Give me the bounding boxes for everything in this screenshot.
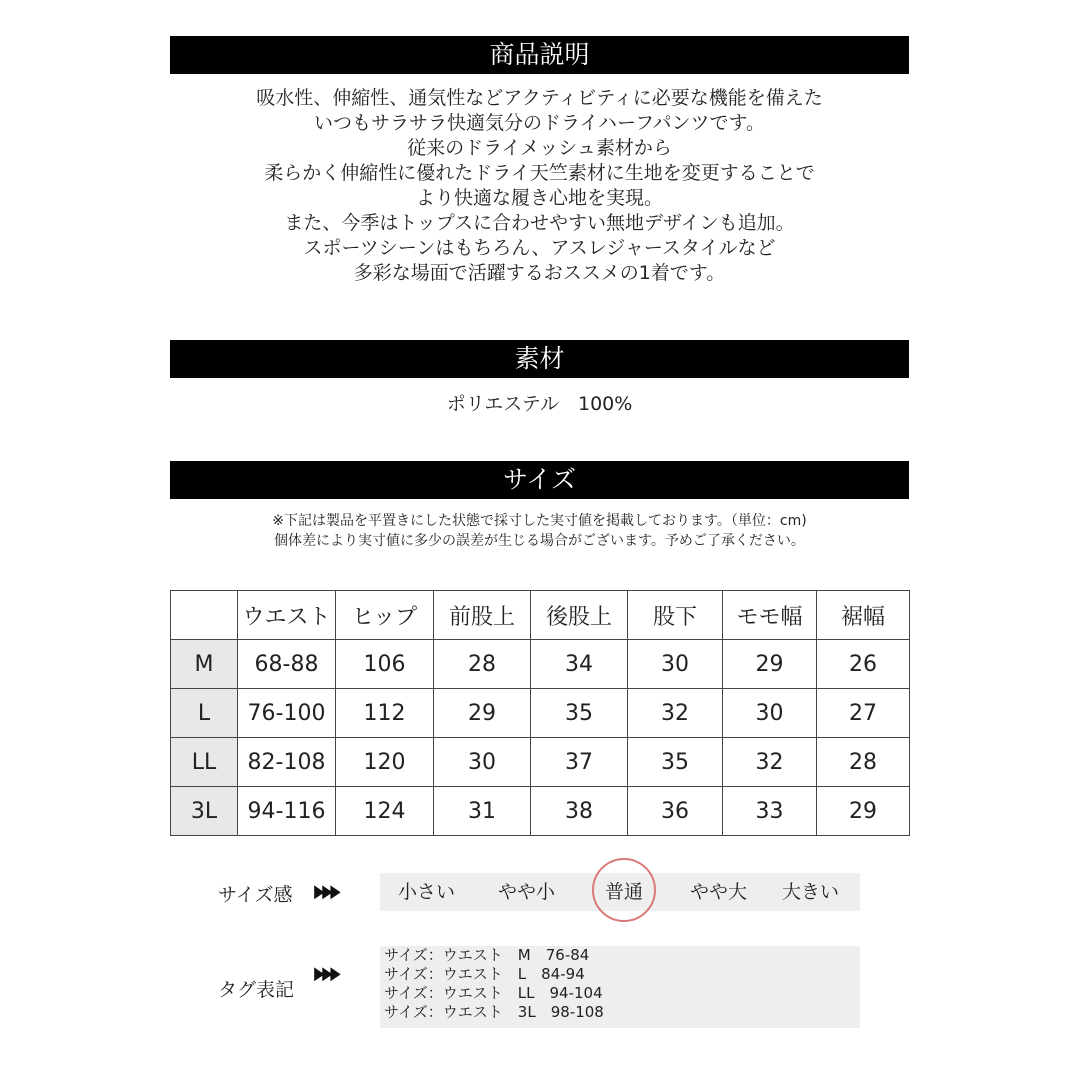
size-label: M (171, 640, 238, 689)
size-table-header: モモ幅 (723, 591, 817, 640)
size-note-line: 個体差により実寸値に多少の誤差が生じる場合がございます。予めご了承ください。 (274, 533, 805, 549)
size-table-header: ヒップ (336, 591, 434, 640)
tag-line: サイズ：ウエスト 3L 98-108 (384, 1003, 604, 1021)
table-cell: 29 (817, 787, 910, 836)
table-cell: 34 (531, 640, 628, 689)
size-label: LL (171, 738, 238, 787)
tag-line: サイズ：ウエスト LL 94-104 (384, 984, 603, 1002)
table-cell: 27 (817, 689, 910, 738)
table-cell: 76-100 (238, 689, 336, 738)
table-cell: 120 (336, 738, 434, 787)
table-row (171, 689, 910, 738)
description-line: 吸水性、伸縮性、通気性などアクティビティに必要な機能を備えた (256, 87, 823, 109)
material-title: 素材 (514, 344, 565, 373)
tag-notation (380, 946, 860, 1028)
size-table-header: ウエスト (238, 591, 336, 640)
description-line: 多彩な場面で活躍するおススメの1着です。 (353, 262, 726, 284)
table-cell: 29 (434, 689, 531, 738)
product-description (170, 86, 909, 286)
table-cell: 106 (336, 640, 434, 689)
size-table-header: 股下 (628, 591, 723, 640)
triple-arrow-icon: ▶▶▶ (314, 963, 339, 984)
table-cell: 31 (434, 787, 531, 836)
table-cell: 37 (531, 738, 628, 787)
description-line: いつもサラサラ快適気分のドライハーフパンツです。 (313, 112, 766, 134)
table-cell: 26 (817, 640, 910, 689)
fit-option: やや小 (498, 881, 556, 903)
size-note-line: ※下記は製品を平置きにした状態で採寸した実寸値を掲載しております。（単位：cm) (272, 513, 807, 529)
tag-label: タグ表記 (218, 979, 295, 1001)
size-table-header-row (171, 591, 910, 640)
table-cell: 30 (434, 738, 531, 787)
size-table-corner (171, 591, 238, 640)
table-cell: 38 (531, 787, 628, 836)
fit-option: 大きい (782, 881, 840, 903)
description-title: 商品説明 (489, 40, 590, 69)
fit-option: やや大 (690, 881, 748, 903)
description-line: スポーツシーンはもちろん、アスレジャースタイルなど (303, 237, 776, 259)
size-table-header: 後股上 (531, 591, 628, 640)
table-cell: 68-88 (238, 640, 336, 689)
fit-label: サイズ感 (218, 884, 293, 906)
tag-line: サイズ：ウエスト M 76-84 (384, 946, 590, 964)
table-cell: 94-116 (238, 787, 336, 836)
table-cell: 30 (723, 689, 817, 738)
table-cell: 35 (531, 689, 628, 738)
description-line: 柔らかく伸縮性に優れたドライ天竺素材に生地を変更することで (264, 162, 815, 184)
size-table-header: 前股上 (434, 591, 531, 640)
fit-option: 小さい (398, 881, 456, 903)
size-label: 3L (171, 787, 238, 836)
table-cell: 33 (723, 787, 817, 836)
table-cell: 30 (628, 640, 723, 689)
table-cell: 36 (628, 787, 723, 836)
table-cell: 28 (817, 738, 910, 787)
table-cell: 32 (628, 689, 723, 738)
selected-circle-icon (592, 858, 656, 922)
table-cell: 35 (628, 738, 723, 787)
table-cell: 29 (723, 640, 817, 689)
size-note (170, 511, 909, 551)
table-row (171, 640, 910, 689)
table-row (171, 738, 910, 787)
table-cell: 124 (336, 787, 434, 836)
size-title-bar (170, 461, 909, 499)
table-cell: 112 (336, 689, 434, 738)
description-line: より快適な履き心地を実現。 (415, 187, 663, 209)
table-cell: 32 (723, 738, 817, 787)
material-title-bar (170, 340, 909, 378)
triple-arrow-icon: ▶▶▶ (314, 881, 339, 902)
fit-option-selected: 普通 (605, 881, 644, 903)
description-title-bar (170, 36, 909, 74)
table-row (171, 787, 910, 836)
size-title: サイズ (502, 465, 576, 494)
size-label: L (171, 689, 238, 738)
description-line: 従来のドライメッシュ素材から (407, 137, 672, 159)
table-cell: 82-108 (238, 738, 336, 787)
size-table (170, 590, 910, 836)
size-table-header: 裾幅 (817, 591, 910, 640)
material-text: ポリエステル 100% (446, 393, 633, 415)
description-line: また、今季はトップスに合わせやすい無地デザインも追加。 (284, 212, 795, 234)
table-cell: 28 (434, 640, 531, 689)
tag-line: サイズ：ウエスト L 84-94 (384, 965, 585, 983)
